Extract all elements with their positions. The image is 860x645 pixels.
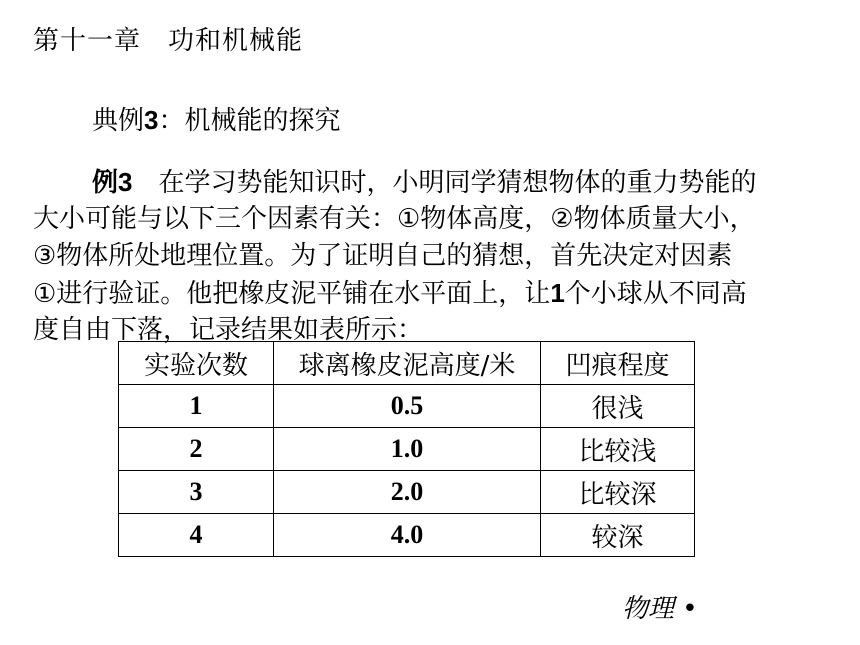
table-row bbox=[119, 471, 695, 514]
table-cell: 1.0 bbox=[274, 428, 541, 471]
problem-line-1-text: 在学习势能知识时，小明同学猜想物体的重力势能的 bbox=[158, 168, 757, 198]
problem-line-4-a: ①进行验证。他把橡皮泥平铺在水平面上，让 bbox=[33, 279, 551, 309]
table-cell: 3 bbox=[119, 471, 274, 514]
section-title-number: 3 bbox=[144, 105, 159, 135]
problem-text bbox=[33, 164, 833, 349]
table-row bbox=[119, 428, 695, 471]
problem-line-5: 度自由下落，记录结果如表所示： bbox=[33, 315, 424, 345]
section-title-rest: ：机械能的探究 bbox=[158, 106, 341, 136]
problem-line-1 bbox=[33, 164, 833, 201]
table-cell: 0.5 bbox=[274, 385, 541, 428]
problem-line-2: 大小可能与以下三个因素有关：①物体高度，②物体质量大小， bbox=[33, 204, 756, 234]
results-table bbox=[118, 341, 695, 557]
table-cell: 很浅 bbox=[541, 385, 695, 428]
problem-line-4 bbox=[33, 275, 833, 312]
table-cell: 4.0 bbox=[274, 514, 541, 557]
section-title-prefix: 典例 bbox=[92, 106, 145, 136]
table-cell: 比较浅 bbox=[541, 428, 695, 471]
problem-line-4-b: 个小球从不同高 bbox=[564, 279, 747, 309]
problem-line-3: ③物体所处地理位置。为了证明自己的猜想，首先决定对因素 bbox=[33, 241, 733, 271]
table-cell: 4 bbox=[119, 514, 274, 557]
problem-line-4-num: 1 bbox=[550, 278, 565, 308]
problem-label: 例3 bbox=[92, 167, 133, 197]
table-cell: 2.0 bbox=[274, 471, 541, 514]
table-row bbox=[119, 514, 695, 557]
table-header: 球离橡皮泥高度/米 bbox=[274, 342, 541, 385]
subject-footer: 物理 • bbox=[622, 594, 698, 624]
table-header-row bbox=[119, 342, 695, 385]
section-title bbox=[92, 100, 341, 137]
table-cell: 2 bbox=[119, 428, 274, 471]
table-cell: 1 bbox=[119, 385, 274, 428]
table-header: 凹痕程度 bbox=[541, 342, 695, 385]
table-cell: 较深 bbox=[541, 514, 695, 557]
table-row bbox=[119, 385, 695, 428]
table-header: 实验次数 bbox=[119, 342, 274, 385]
chapter-title: 第十一章 功和机械能 bbox=[33, 26, 304, 56]
table-cell: 比较深 bbox=[541, 471, 695, 514]
